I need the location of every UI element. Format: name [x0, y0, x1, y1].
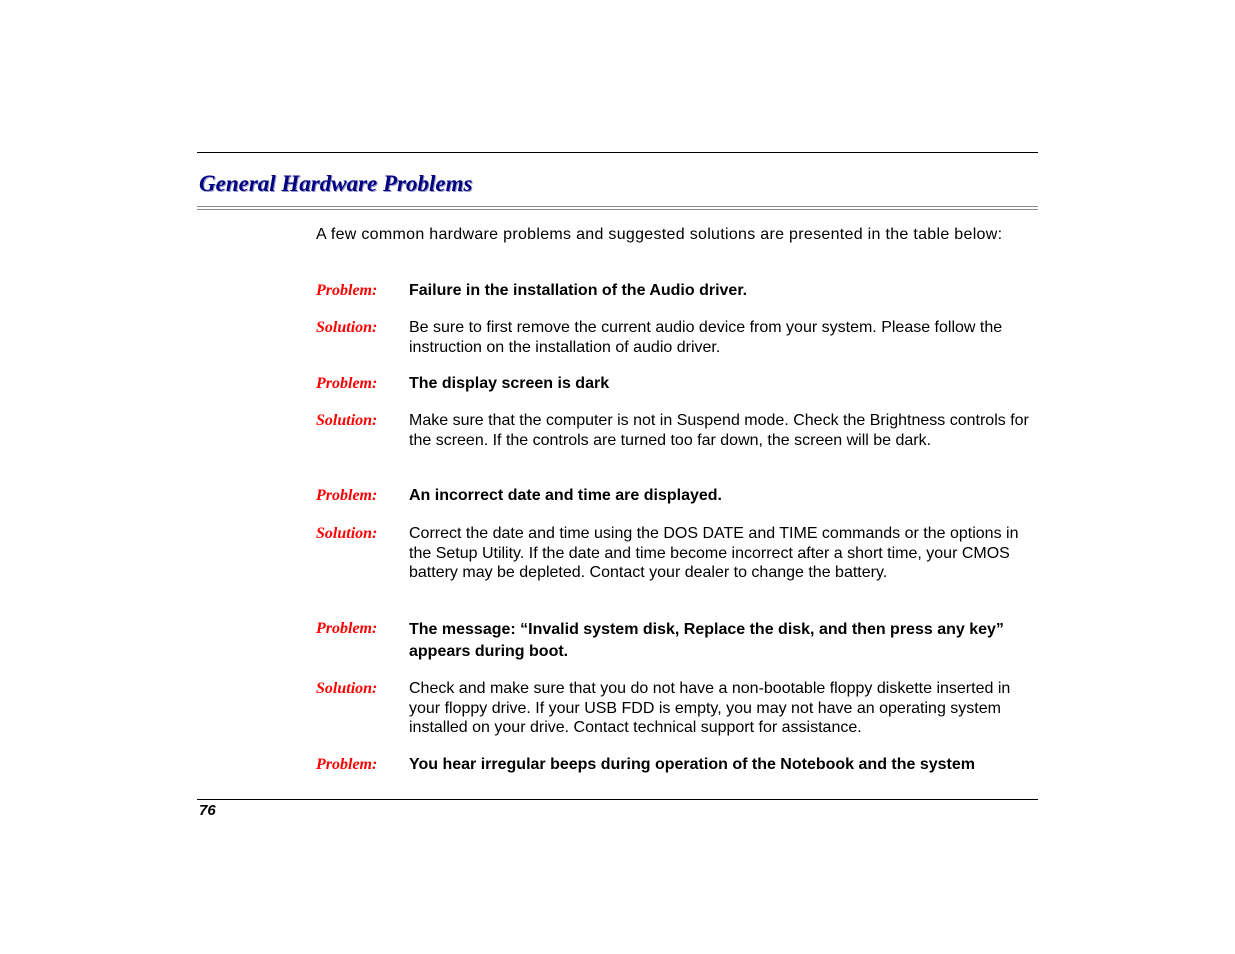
- title-double-rule: [197, 206, 1038, 210]
- solution-text: Make sure that the computer is not in Suspend mode. Check the Brightness controls for the screen. If the controls are turned too far down, the screen will be dark.: [409, 412, 1029, 449]
- intro-paragraph: A few common hardware problems and suggested solutions are presented in the table below:: [316, 226, 1003, 243]
- problem-label: Problem:: [316, 282, 378, 299]
- problem-label: Problem:: [316, 756, 378, 773]
- solution-label: Solution:: [316, 319, 378, 336]
- solution-label: Solution:: [316, 680, 378, 697]
- problem-text: An incorrect date and time are displayed.: [409, 487, 722, 504]
- solution-text: Check and make sure that you do not have a non-bootable floppy diskette inserted in your floppy drive. If your USB FDD is empty, you may not have an operating system installed on your drive. Contact technical support for assistance.: [409, 680, 1011, 737]
- header-rule: [197, 152, 1038, 153]
- problem-text: You hear irregular beeps during operation of the Notebook and the system: [409, 756, 976, 773]
- problem-text: The display screen is dark: [409, 375, 610, 392]
- solution-text: Be sure to first remove the current audio device from your system. Please follow the instruction on the installation of audio driver.: [409, 319, 1003, 356]
- solution-label: Solution:: [316, 412, 378, 429]
- problem-label: Problem:: [316, 487, 378, 504]
- section-title: General Hardware Problems: [199, 171, 473, 196]
- problem-text: The message: “Invalid system disk, Replace the disk, and then press any key” appears during boot.: [409, 621, 1004, 660]
- problem-label: Problem:: [316, 375, 378, 392]
- problem-text: Failure in the installation of the Audio driver.: [409, 282, 748, 299]
- footer-rule: [197, 799, 1038, 800]
- page-number: 76: [199, 802, 216, 819]
- solution-label: Solution:: [316, 525, 378, 542]
- solution-text: Correct the date and time using the DOS DATE and TIME commands or the options in the Setup Utility. If the date and time become incorrect after a short time, your CMOS battery may be depleted. Contact your dealer to change the battery.: [409, 525, 1019, 582]
- problem-label: Problem:: [316, 620, 378, 637]
